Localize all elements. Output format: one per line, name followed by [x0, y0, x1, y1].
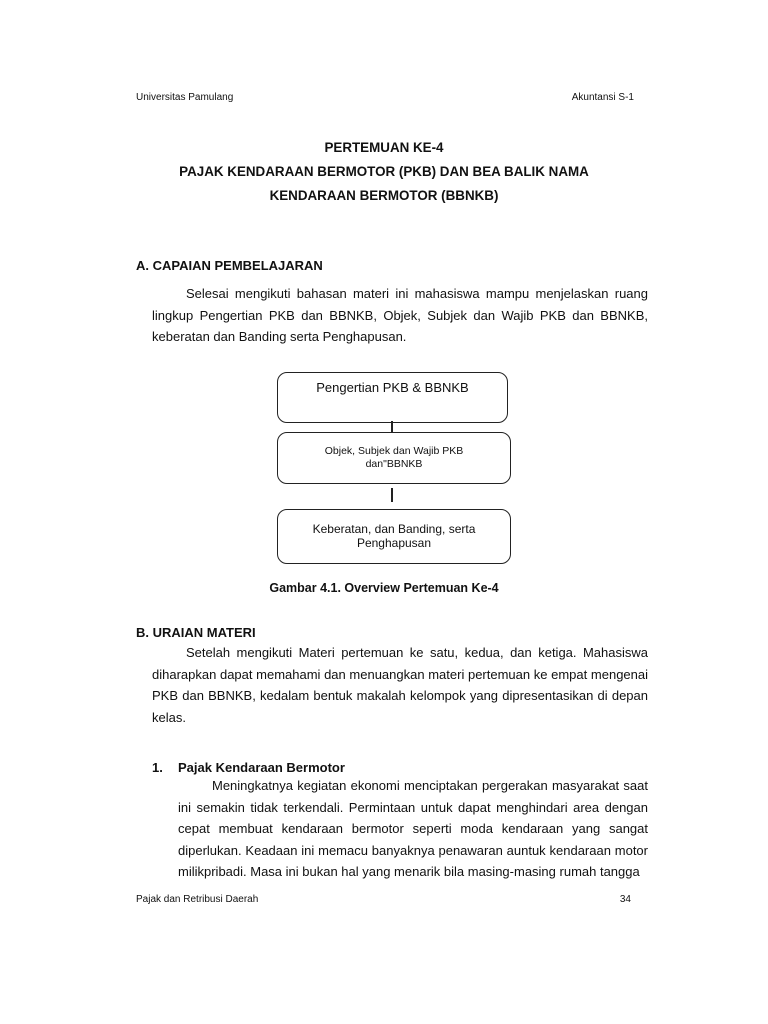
subsection-paragraph: Meningkatnya kegiatan ekonomi menciptakan pergerakan masyarakat saat ini semakin tidak terkendali. Permintaan untuk dapat menghindari area dengan cepat membuat kendaraan bermotor seperti moda kendaraan yang sangat diperlukan. Keadaan ini memacu banyaknya penawaran auntuk kendaraan motor milikpribadi. Masa ini bukan hal yang menarik bila masing-masing rumah tangga	[178, 778, 648, 879]
diagram-box-definition-label: Pengertian PKB & BBNKB	[316, 380, 469, 395]
chapter-number: PERTEMUAN KE-4	[324, 140, 444, 155]
diagram-connector-2	[391, 488, 393, 502]
section-a-heading: A. CAPAIAN PEMBELAJARAN	[136, 258, 323, 273]
header-institution: Universitas Pamulang	[136, 92, 234, 103]
section-b-paragraph: Setelah mengikuti Materi pertemuan ke satu, kedua, dan ketiga. Mahasiswa diharapkan dapat memahami dan menuangkan materi pertemuan ke empat mengenai PKB dan BBNKB, kedalam bentuk makalah kelompok yang dipresentasikan di depan kelas.	[152, 645, 648, 725]
diagram-box-object-subject	[277, 432, 511, 484]
figure-caption: Gambar 4.1. Overview Pertemuan Ke-4	[269, 581, 499, 595]
diagram-box-objection-line1: Keberatan, dan Banding, serta	[312, 522, 476, 536]
chapter-title-line2: KENDARAAN BERMOTOR (BBNKB)	[269, 188, 499, 203]
section-a-paragraph: Selesai mengikuti bahasan materi ini mahasiswa mampu menjelaskan ruang lingkup Pengertian PKB dan BBNKB, Objek, Subjek dan Wajib PKB dan BBNKB, keberatan dan Banding serta Penghapusan.	[152, 286, 648, 344]
footer-course: Pajak dan Retribusi Daerah	[136, 894, 259, 905]
diagram-box-objection-line2: Penghapusan	[356, 536, 432, 550]
page-number: 34	[619, 894, 631, 905]
header-program: Akuntansi S-1	[571, 92, 634, 103]
diagram-box-objection	[277, 509, 511, 564]
subsection-number: 1.	[152, 760, 163, 775]
diagram-box-object-subject-line1: Objek, Subjek dan Wajib PKB	[324, 445, 464, 457]
diagram-box-object-subject-line2: dan"BBNKB	[365, 458, 423, 470]
subsection-title: Pajak Kendaraan Bermotor	[178, 760, 345, 775]
diagram-box-definition	[277, 372, 508, 423]
section-b-heading: B. URAIAN MATERI	[136, 625, 256, 640]
chapter-title-line1: PAJAK KENDARAAN BERMOTOR (PKB) DAN BEA BALIK NAMA	[179, 164, 589, 179]
